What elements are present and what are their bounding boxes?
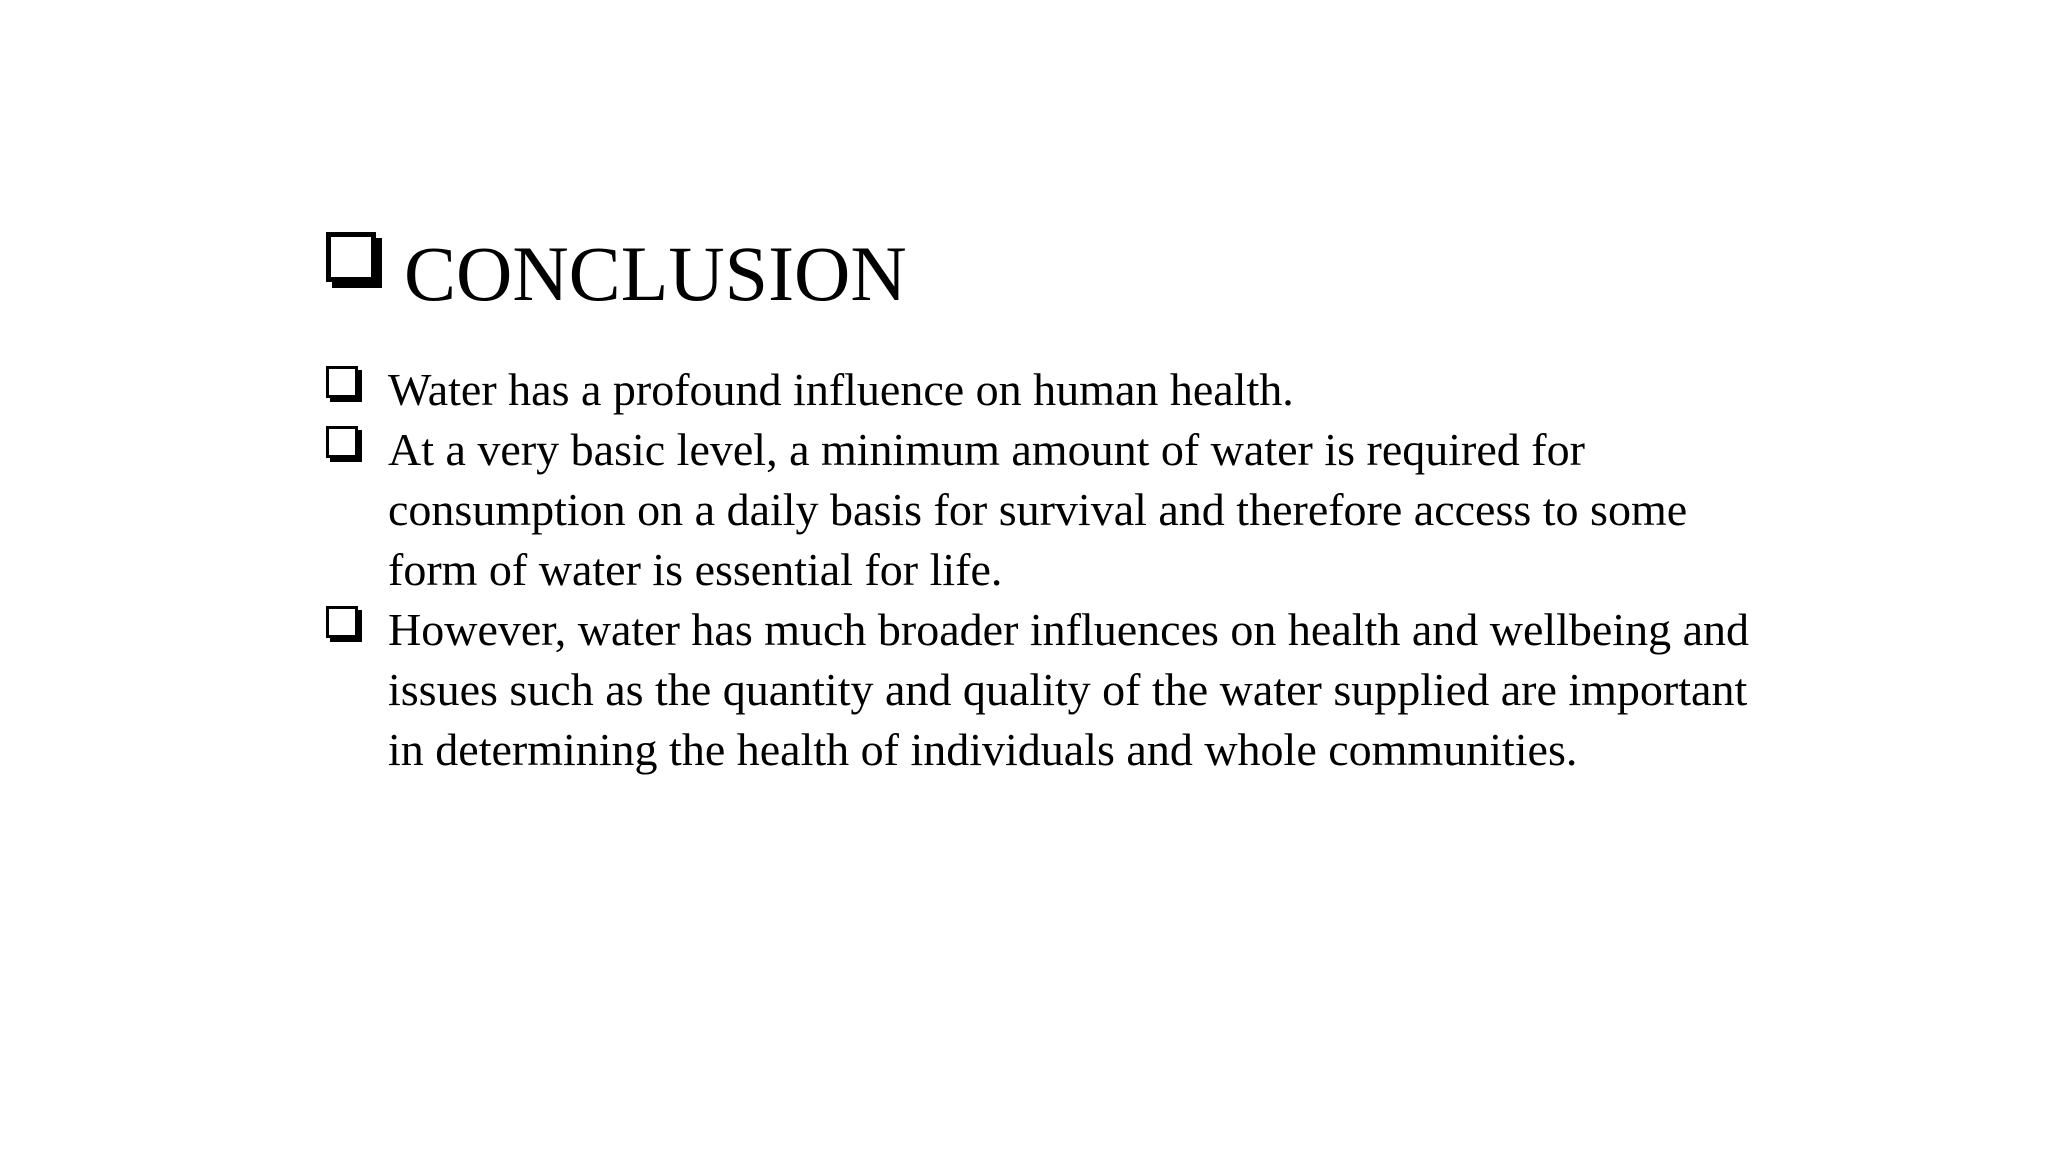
bullet-list: [326, 360, 1786, 780]
heading-text: CONCLUSION: [404, 230, 907, 317]
bullet-text: Water has a profound influence on human health.: [388, 364, 1294, 415]
bullet-item: [326, 420, 1786, 600]
checkbox-icon: [326, 606, 358, 638]
bullet-text: However, water has much broader influences on health and wellbeing and issues such as the quantity and quality of the water supplied are important in determining the health of individuals and whole communities.: [388, 604, 1750, 775]
checkbox-icon: [326, 232, 376, 282]
checkbox-icon: [326, 366, 358, 398]
bullet-text: At a very basic level, a minimum amount of water is required for consumption on a daily basis for survival and therefore access to some form of water is essential for life.: [388, 424, 1688, 595]
bullet-item: [326, 600, 1786, 780]
checkbox-icon: [326, 426, 358, 458]
bullet-item: [326, 360, 1786, 420]
